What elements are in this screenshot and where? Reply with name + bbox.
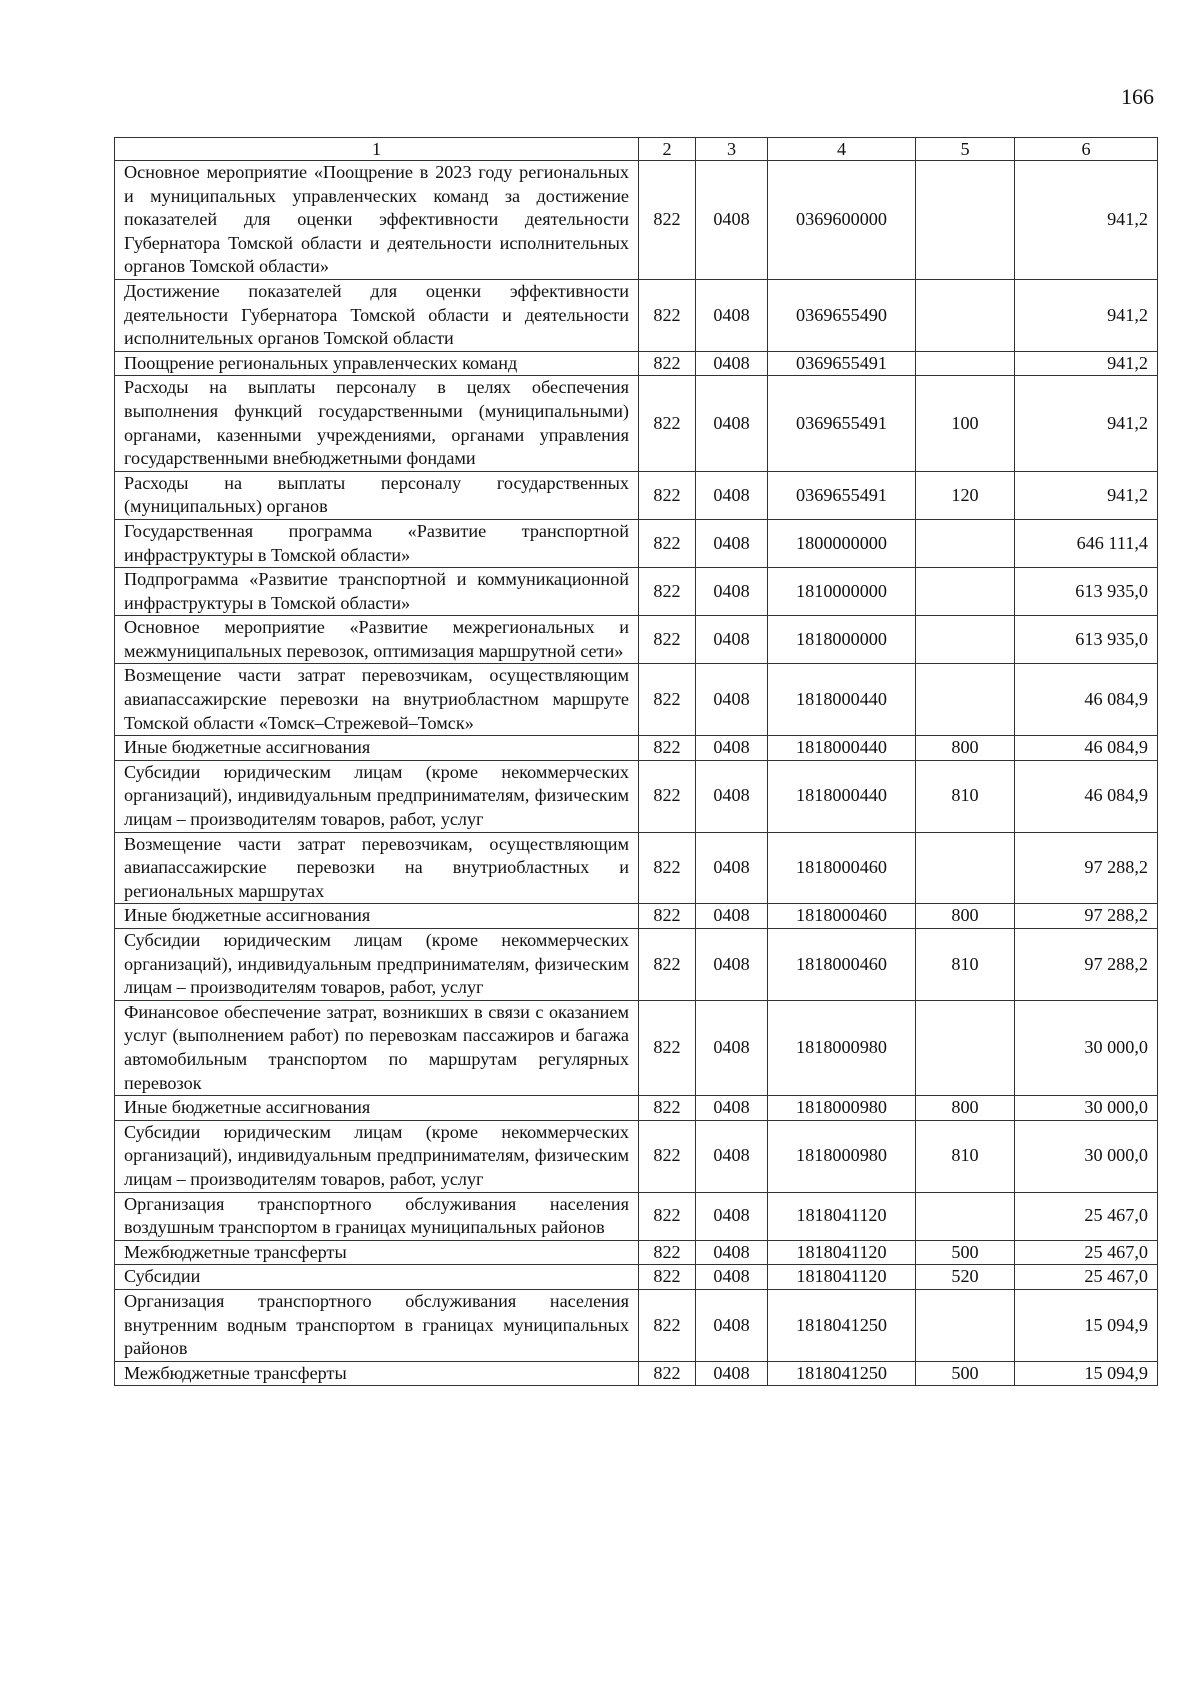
grbs-code: 822 — [639, 519, 696, 567]
item-name: Организация транспортного обслуживания населения воздушным транспортом в границах муниципальных районов — [115, 1192, 639, 1240]
grbs-code: 822 — [639, 1265, 696, 1290]
amount: 941,2 — [1015, 376, 1158, 471]
item-name: Государственная программа «Развитие транспортной инфраструктуры в Томской области» — [115, 519, 639, 567]
amount: 646 111,4 — [1015, 519, 1158, 567]
amount: 46 084,9 — [1015, 664, 1158, 736]
amount: 941,2 — [1015, 471, 1158, 519]
item-name: Основное мероприятие «Развитие межрегиональных и межмуниципальных перевозок, оптимизация маршрутной сети» — [115, 616, 639, 664]
table-row — [115, 904, 1158, 929]
table-row — [115, 519, 1158, 567]
column-header: 1 — [115, 138, 639, 161]
item-name: Поощрение региональных управленческих команд — [115, 351, 639, 376]
section-code: 0408 — [696, 519, 768, 567]
table-row — [115, 929, 1158, 1001]
amount: 25 467,0 — [1015, 1265, 1158, 1290]
section-code: 0408 — [696, 1120, 768, 1192]
grbs-code: 822 — [639, 760, 696, 832]
header-row — [115, 138, 1158, 161]
section-code: 0408 — [696, 616, 768, 664]
target-article-code: 0369600000 — [768, 161, 916, 280]
expense-type-code: 120 — [916, 471, 1015, 519]
target-article-code: 1800000000 — [768, 519, 916, 567]
item-name: Иные бюджетные ассигнования — [115, 1096, 639, 1121]
item-name: Межбюджетные трансферты — [115, 1361, 639, 1386]
amount: 97 288,2 — [1015, 929, 1158, 1001]
section-code: 0408 — [696, 1192, 768, 1240]
amount: 941,2 — [1015, 161, 1158, 280]
grbs-code: 822 — [639, 568, 696, 616]
target-article-code: 0369655490 — [768, 279, 916, 351]
table-row — [115, 568, 1158, 616]
column-header: 5 — [916, 138, 1015, 161]
column-header: 4 — [768, 138, 916, 161]
table-row — [115, 616, 1158, 664]
item-name: Расходы на выплаты персоналу государственных (муниципальных) органов — [115, 471, 639, 519]
item-name: Иные бюджетные ассигнования — [115, 736, 639, 761]
amount: 46 084,9 — [1015, 736, 1158, 761]
grbs-code: 822 — [639, 736, 696, 761]
target-article-code: 1818000440 — [768, 760, 916, 832]
section-code: 0408 — [696, 279, 768, 351]
expense-type-code: 800 — [916, 904, 1015, 929]
target-article-code: 1818000460 — [768, 904, 916, 929]
section-code: 0408 — [696, 1361, 768, 1386]
target-article-code: 0369655491 — [768, 471, 916, 519]
section-code: 0408 — [696, 929, 768, 1001]
target-article-code: 1818000980 — [768, 1096, 916, 1121]
amount: 30 000,0 — [1015, 1120, 1158, 1192]
section-code: 0408 — [696, 161, 768, 280]
section-code: 0408 — [696, 904, 768, 929]
expense-type-code: 520 — [916, 1265, 1015, 1290]
grbs-code: 822 — [639, 279, 696, 351]
section-code: 0408 — [696, 1240, 768, 1265]
target-article-code: 1810000000 — [768, 568, 916, 616]
expense-type-code — [916, 279, 1015, 351]
target-article-code: 1818041120 — [768, 1265, 916, 1290]
expense-type-code: 500 — [916, 1240, 1015, 1265]
section-code: 0408 — [696, 1265, 768, 1290]
expense-type-code: 810 — [916, 760, 1015, 832]
section-code: 0408 — [696, 664, 768, 736]
amount: 30 000,0 — [1015, 1000, 1158, 1095]
amount: 941,2 — [1015, 351, 1158, 376]
target-article-code: 1818041250 — [768, 1289, 916, 1361]
expense-type-code — [916, 519, 1015, 567]
expense-type-code — [916, 1289, 1015, 1361]
item-name: Подпрограмма «Развитие транспортной и коммуникационной инфраструктуры в Томской области» — [115, 568, 639, 616]
grbs-code: 822 — [639, 1120, 696, 1192]
amount: 25 467,0 — [1015, 1240, 1158, 1265]
table-header — [115, 138, 1158, 161]
grbs-code: 822 — [639, 161, 696, 280]
item-name: Субсидии юридическим лицам (кроме некоммерческих организаций), индивидуальным предпринимателям, физическим лицам – производителям товаров, работ, услуг — [115, 1120, 639, 1192]
page-number: 166 — [1121, 84, 1154, 109]
item-name: Возмещение части затрат перевозчикам, осуществляющим авиапассажирские перевозки на внутриобластных и региональных маршрутах — [115, 832, 639, 904]
section-code: 0408 — [696, 760, 768, 832]
column-header: 3 — [696, 138, 768, 161]
section-code: 0408 — [696, 568, 768, 616]
expense-type-code: 100 — [916, 376, 1015, 471]
grbs-code: 822 — [639, 904, 696, 929]
item-name: Субсидии юридическим лицам (кроме некоммерческих организаций), индивидуальным предпринимателям, физическим лицам – производителям товаров, работ, услуг — [115, 760, 639, 832]
target-article-code: 1818000440 — [768, 664, 916, 736]
grbs-code: 822 — [639, 376, 696, 471]
target-article-code: 0369655491 — [768, 376, 916, 471]
section-code: 0408 — [696, 1096, 768, 1121]
section-code: 0408 — [696, 351, 768, 376]
amount: 941,2 — [1015, 279, 1158, 351]
table-row — [115, 279, 1158, 351]
section-code: 0408 — [696, 471, 768, 519]
table-row — [115, 1096, 1158, 1121]
table-row — [115, 1120, 1158, 1192]
item-name: Иные бюджетные ассигнования — [115, 904, 639, 929]
budget-table — [114, 137, 1158, 1386]
section-code: 0408 — [696, 1000, 768, 1095]
expense-type-code: 800 — [916, 736, 1015, 761]
column-header: 2 — [639, 138, 696, 161]
expense-type-code — [916, 161, 1015, 280]
target-article-code: 0369655491 — [768, 351, 916, 376]
target-article-code: 1818000980 — [768, 1120, 916, 1192]
amount: 15 094,9 — [1015, 1289, 1158, 1361]
expense-type-code — [916, 1192, 1015, 1240]
amount: 97 288,2 — [1015, 904, 1158, 929]
table-row — [115, 471, 1158, 519]
amount: 30 000,0 — [1015, 1096, 1158, 1121]
table-row — [115, 664, 1158, 736]
amount: 613 935,0 — [1015, 568, 1158, 616]
grbs-code: 822 — [639, 1240, 696, 1265]
item-name: Межбюджетные трансферты — [115, 1240, 639, 1265]
table-row — [115, 1000, 1158, 1095]
amount: 25 467,0 — [1015, 1192, 1158, 1240]
expense-type-code — [916, 351, 1015, 376]
table-row — [115, 1265, 1158, 1290]
expense-type-code: 500 — [916, 1361, 1015, 1386]
section-code: 0408 — [696, 736, 768, 761]
grbs-code: 822 — [639, 1192, 696, 1240]
amount: 46 084,9 — [1015, 760, 1158, 832]
grbs-code: 822 — [639, 1096, 696, 1121]
target-article-code: 1818000460 — [768, 929, 916, 1001]
section-code: 0408 — [696, 1289, 768, 1361]
table-row — [115, 1240, 1158, 1265]
expense-type-code: 810 — [916, 929, 1015, 1001]
item-name: Основное мероприятие «Поощрение в 2023 году региональных и муниципальных управленческих команд за достижение показателей для оценки эффективности деятельности Губернатора Томской области и деятельности исполнительных органов Томской области» — [115, 161, 639, 280]
item-name: Организация транспортного обслуживания населения внутренним водным транспортом в границах муниципальных районов — [115, 1289, 639, 1361]
table-body — [115, 161, 1158, 1386]
table-row — [115, 1192, 1158, 1240]
grbs-code: 822 — [639, 1289, 696, 1361]
section-code: 0408 — [696, 376, 768, 471]
section-code: 0408 — [696, 832, 768, 904]
target-article-code: 1818041250 — [768, 1361, 916, 1386]
table-row — [115, 1289, 1158, 1361]
target-article-code: 1818000440 — [768, 736, 916, 761]
target-article-code: 1818000000 — [768, 616, 916, 664]
item-name: Субсидии — [115, 1265, 639, 1290]
target-article-code: 1818000980 — [768, 1000, 916, 1095]
item-name: Возмещение части затрат перевозчикам, осуществляющим авиапассажирские перевозки на внутриобластном маршруте Томской области «Томск–Стрежевой–Томск» — [115, 664, 639, 736]
expense-type-code — [916, 1000, 1015, 1095]
expense-type-code: 810 — [916, 1120, 1015, 1192]
table-row — [115, 1361, 1158, 1386]
item-name: Финансовое обеспечение затрат, возникших в связи с оказанием услуг (выполнением работ) по перевозкам пассажиров и багажа автомобильным транспортом по маршрутам регулярных перевозок — [115, 1000, 639, 1095]
item-name: Расходы на выплаты персоналу в целях обеспечения выполнения функций государственными (муниципальными) органами, казенными учреждениями, органами управления государственными внебюджетными фондами — [115, 376, 639, 471]
target-article-code: 1818000460 — [768, 832, 916, 904]
grbs-code: 822 — [639, 351, 696, 376]
expense-type-code — [916, 616, 1015, 664]
item-name: Субсидии юридическим лицам (кроме некоммерческих организаций), индивидуальным предпринимателям, физическим лицам – производителям товаров, работ, услуг — [115, 929, 639, 1001]
table-row — [115, 376, 1158, 471]
table-row — [115, 760, 1158, 832]
amount: 97 288,2 — [1015, 832, 1158, 904]
expense-type-code — [916, 568, 1015, 616]
amount: 613 935,0 — [1015, 616, 1158, 664]
amount: 15 094,9 — [1015, 1361, 1158, 1386]
column-header: 6 — [1015, 138, 1158, 161]
expense-type-code: 800 — [916, 1096, 1015, 1121]
table-row — [115, 736, 1158, 761]
grbs-code: 822 — [639, 929, 696, 1001]
expense-type-code — [916, 832, 1015, 904]
table-row — [115, 351, 1158, 376]
expense-type-code — [916, 664, 1015, 736]
table-row — [115, 161, 1158, 280]
target-article-code: 1818041120 — [768, 1240, 916, 1265]
grbs-code: 822 — [639, 471, 696, 519]
target-article-code: 1818041120 — [768, 1192, 916, 1240]
grbs-code: 822 — [639, 832, 696, 904]
grbs-code: 822 — [639, 664, 696, 736]
grbs-code: 822 — [639, 616, 696, 664]
table-row — [115, 832, 1158, 904]
item-name: Достижение показателей для оценки эффективности деятельности Губернатора Томской области и деятельности исполнительных органов Томской области — [115, 279, 639, 351]
grbs-code: 822 — [639, 1000, 696, 1095]
grbs-code: 822 — [639, 1361, 696, 1386]
